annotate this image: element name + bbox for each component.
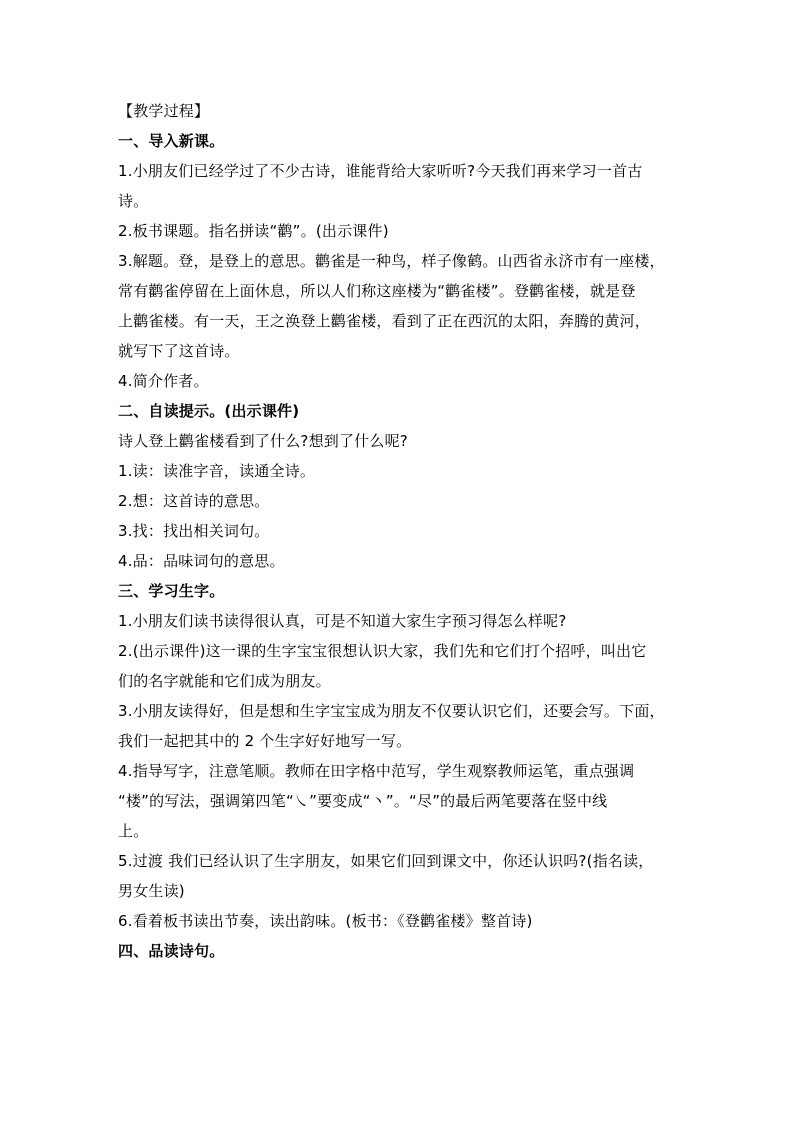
item-1: 1.小朋友们读书读得很认真，可是不知道大家生字预习得怎么样呢? [118,612,567,630]
paragraph-line: 2.(出示课件)这一课的生字宝宝很想认识大家，我们先和它们打个招呼，叫出它 [118,642,647,660]
item-2 [118,636,684,696]
document-page [118,96,684,966]
paragraph-line: 3.小朋友读得好，但是想和生字宝宝成为朋友不仅要认识它们，还要会写。下面， [118,702,665,720]
item-4 [118,756,684,846]
heading-intro: 一、导入新课。 [118,132,225,150]
paragraph-line: 3.解题。登，是登上的意思。鹳雀是一种鸟，样子像鹤。山西省永济市有一座楼， [118,252,665,270]
item-3 [118,696,684,756]
paragraph-line: 1.小朋友们已经学过了不少古诗，谁能背给大家听听?今天我们再来学习一首古 [118,162,643,180]
paragraph-line: 上鹳雀楼。有一天，王之涣登上鹳雀楼，看到了正在西沉的太阳，奔腾的黄河， [118,312,651,330]
paragraph-1 [118,156,684,216]
paragraph-line: 常有鹳雀停留在上面休息，所以人们称这座楼为“鹳雀楼”。登鹳雀楼，就是登 [118,282,636,300]
paragraph-line: 我们一起把其中的 2 个生字好好地写一写。 [118,732,412,750]
step-find: 3.找：找出相关词句。 [118,522,270,540]
paragraph-line: 男女生读) [118,882,185,900]
paragraph-line: 就写下了这首诗。 [118,342,240,360]
heading-poem-reading: 四、品读诗句。 [118,942,225,960]
paragraph-line: 们的名字就能和它们成为朋友。 [118,672,331,690]
paragraph-line: 上。 [118,822,149,840]
step-read: 1.读：读准字音，读通全诗。 [118,462,316,480]
paragraph-2: 2.板书课题。指名拼读“鹳”。(出示课件) [118,222,389,240]
step-think: 2.想：这首诗的意思。 [118,492,270,510]
item-6: 6.看着板书读出节奏，读出韵味。(板书：《登鹳雀楼》整首诗) [118,912,533,930]
question-line: 诗人登上鹳雀楼看到了什么?想到了什么呢? [118,432,408,450]
paragraph-line: “楼”的写法，强调第四笔“㇏”要变成“丶”。“尽”的最后两笔要落在竖中线 [118,792,608,810]
paragraph-4: 4.简介作者。 [118,372,209,390]
heading-self-reading: 二、自读提示。(出示课件) [118,402,300,420]
section-title: 【教学过程】 [118,102,210,120]
paragraph-line: 5.过渡 我们已经认识了生字朋友，如果它们回到课文中，你还认识吗?(指名读， [118,852,654,870]
paragraph-line: 诗。 [118,192,149,210]
paragraph-line: 4.指导写字，注意笔顺。教师在田字格中范写，学生观察教师运笔，重点强调 [118,762,635,780]
heading-new-characters: 三、学习生字。 [118,582,225,600]
step-savor: 4.品：品味词句的意思。 [118,552,285,570]
paragraph-3 [118,246,684,366]
item-5 [118,846,684,906]
